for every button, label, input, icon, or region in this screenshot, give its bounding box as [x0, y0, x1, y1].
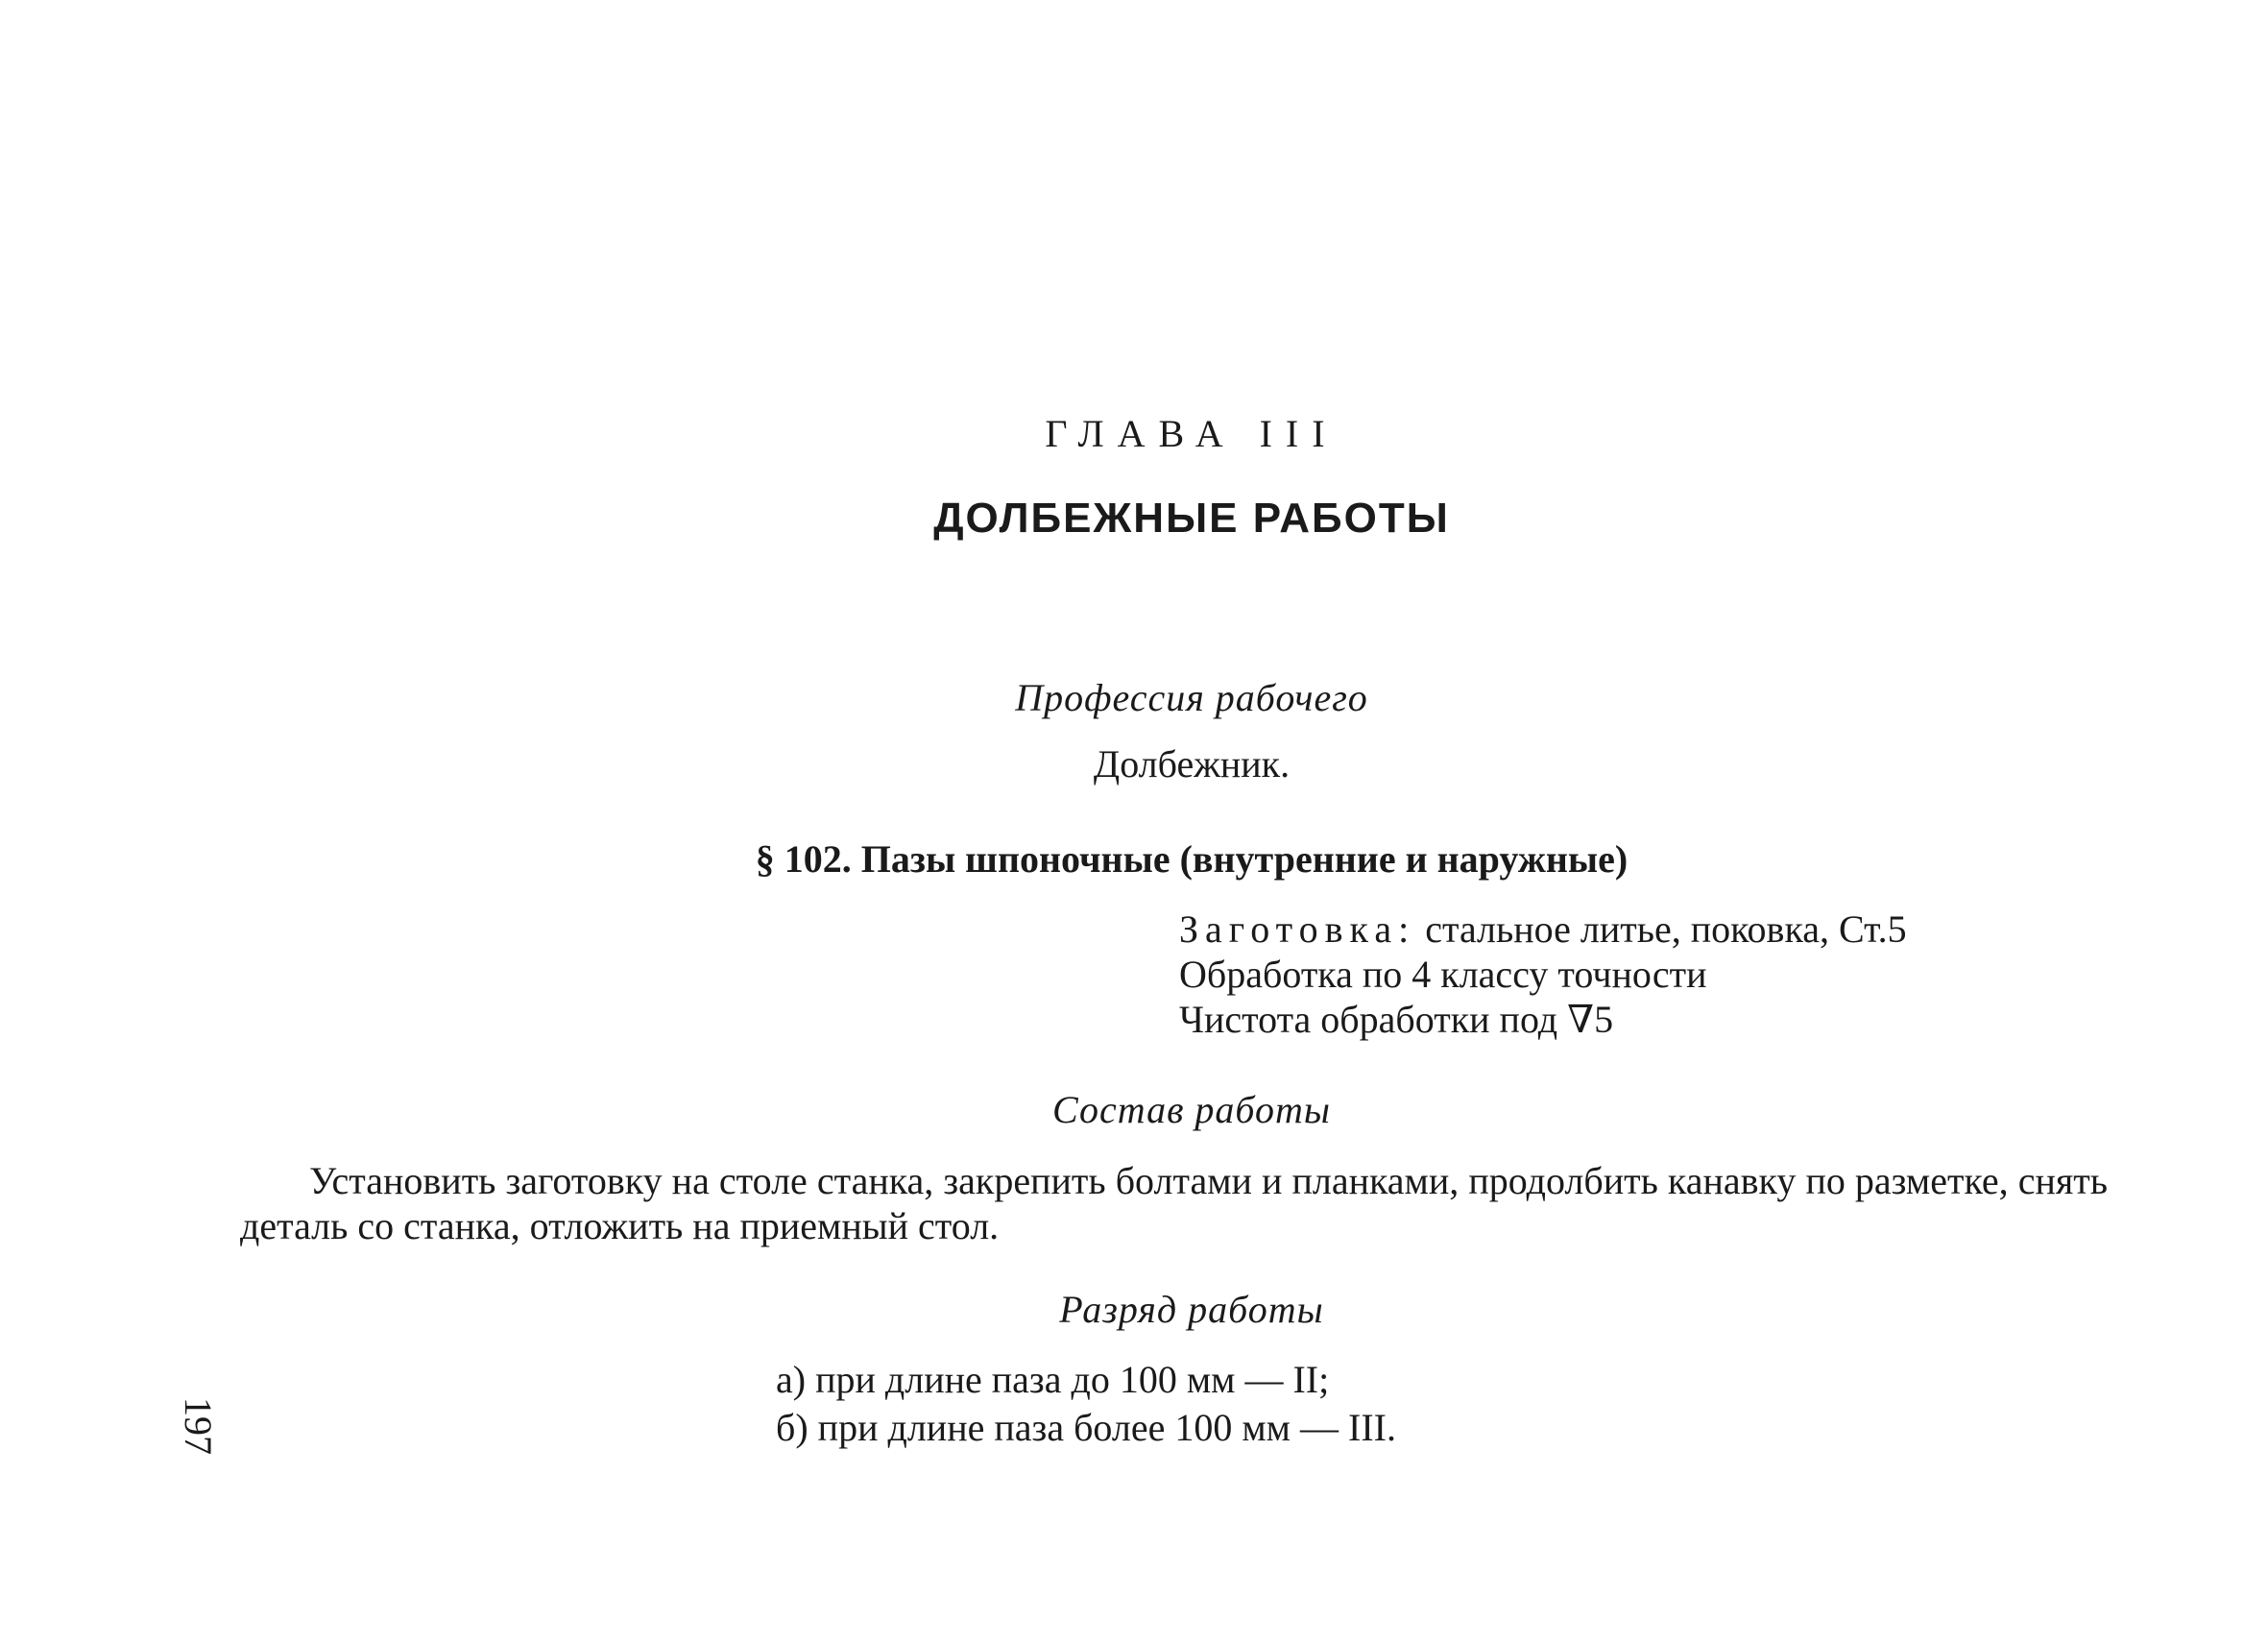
page-number: 197	[177, 1397, 220, 1455]
work-composition-text: Установить заготовку на столе станка, закрепить болтами и планками, продолбить канавку по разметке, снять деталь со станка, отложить на приемный стол.	[240, 1159, 2108, 1247]
spec-blank-value: стальное литье, поковка, Ст.5	[1425, 907, 1907, 951]
grade-item: а) при длине паза до 100 мм — II;	[776, 1358, 1330, 1401]
spec-blank	[1179, 907, 1907, 952]
grade-heading: Разряд работы	[1059, 1288, 1324, 1331]
chapter-title: ДОЛБЕЖНЫЕ РАБОТЫ	[933, 495, 1450, 542]
section-title: § 102. Пазы шпоночные (внутренние и наружные)	[755, 837, 1629, 881]
specs-block	[1179, 907, 1907, 1042]
profession-heading: Профессия рабочего	[1015, 676, 1368, 719]
spec-blank-label: Заготовка:	[1179, 907, 1416, 951]
chapter-label: ГЛАВА III	[1045, 412, 1339, 455]
grade-item: б) при длине паза более 100 мм — III.	[776, 1406, 1396, 1449]
spec-finish: Чистота обработки под ∇5	[1179, 998, 1614, 1041]
spec-processing: Обработка по 4 классу точности	[1179, 953, 1707, 996]
profession-name: Долбежник.	[1093, 742, 1291, 786]
grade-list	[776, 1356, 1396, 1452]
work-composition-heading: Состав работы	[1051, 1088, 1331, 1131]
